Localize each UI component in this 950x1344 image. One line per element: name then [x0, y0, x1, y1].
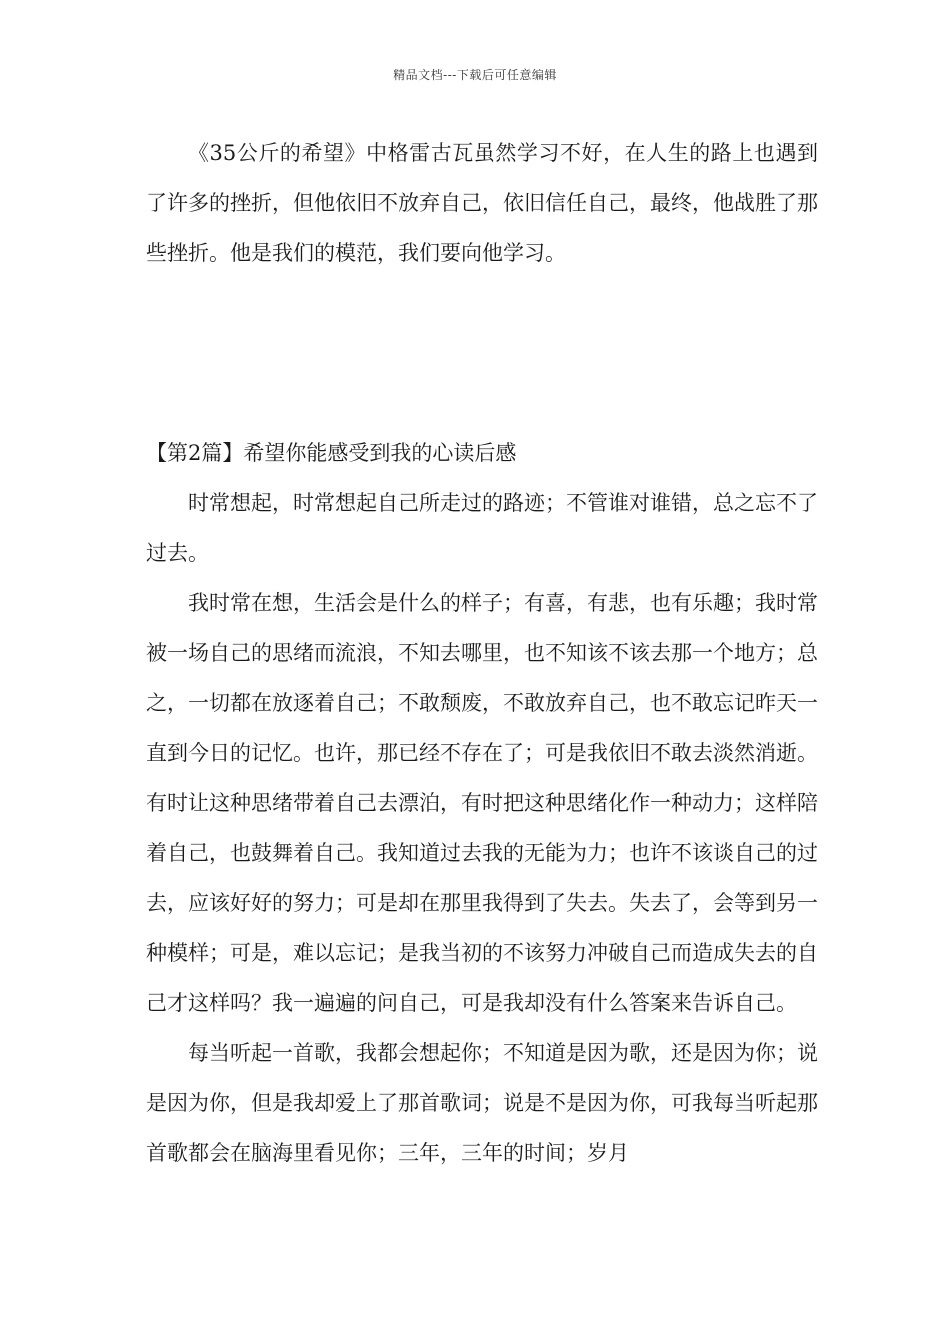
body-paragraph: 时常想起，时常想起自己所走过的路迹；不管谁对谁错，总之忘不了过去。: [146, 491, 818, 565]
body-paragraph: 每当听起一首歌，我都会想起你；不知道是因为歌，还是因为你；说是因为你，但是我却爱上了那首歌词；说是不是因为你，可我每当听起那首歌都会在脑海里看见你；三年，三年的时间；岁月: [146, 1041, 818, 1165]
section-heading: 【第2篇】希望你能感受到我的心读后感: [146, 441, 517, 465]
document-body: [146, 128, 818, 1178]
section-spacer: [146, 278, 818, 428]
page-header: 精品文档---下载后可任意编辑: [393, 68, 557, 82]
body-paragraph: 《35公斤的希望》中格雷古瓦虽然学习不好，在人生的路上也遇到了许多的挫折，但他依旧不放弃自己，依旧信任自己，最终，他战胜了那些挫折。他是我们的模范，我们要向他学习。: [146, 141, 818, 265]
body-paragraph: 我时常在想，生活会是什么的样子；有喜，有悲，也有乐趣；我时常被一场自己的思绪而流浪，不知去哪里，也不知该不该去那一个地方；总之，一切都在放逐着自己；不敢颓废，不敢放弃自己，也不敢忘记昨天一直到今日的记忆。也许，那已经不存在了；可是我依旧不敢去淡然消逝。有时让这种思绪带着自己去漂泊，有时把这种思绪化作一种动力；这样陪着自己，也鼓舞着自己。我知道过去我的无能为力；也许不该谈自己的过去，应该好好的努力；可是却在那里我得到了失去。失去了，会等到另一种模样；可是，难以忘记；是我当初的不该努力冲破自己而造成失去的自己才这样吗？我一遍遍的问自己，可是我却没有什么答案来告诉自己。: [146, 591, 818, 1015]
